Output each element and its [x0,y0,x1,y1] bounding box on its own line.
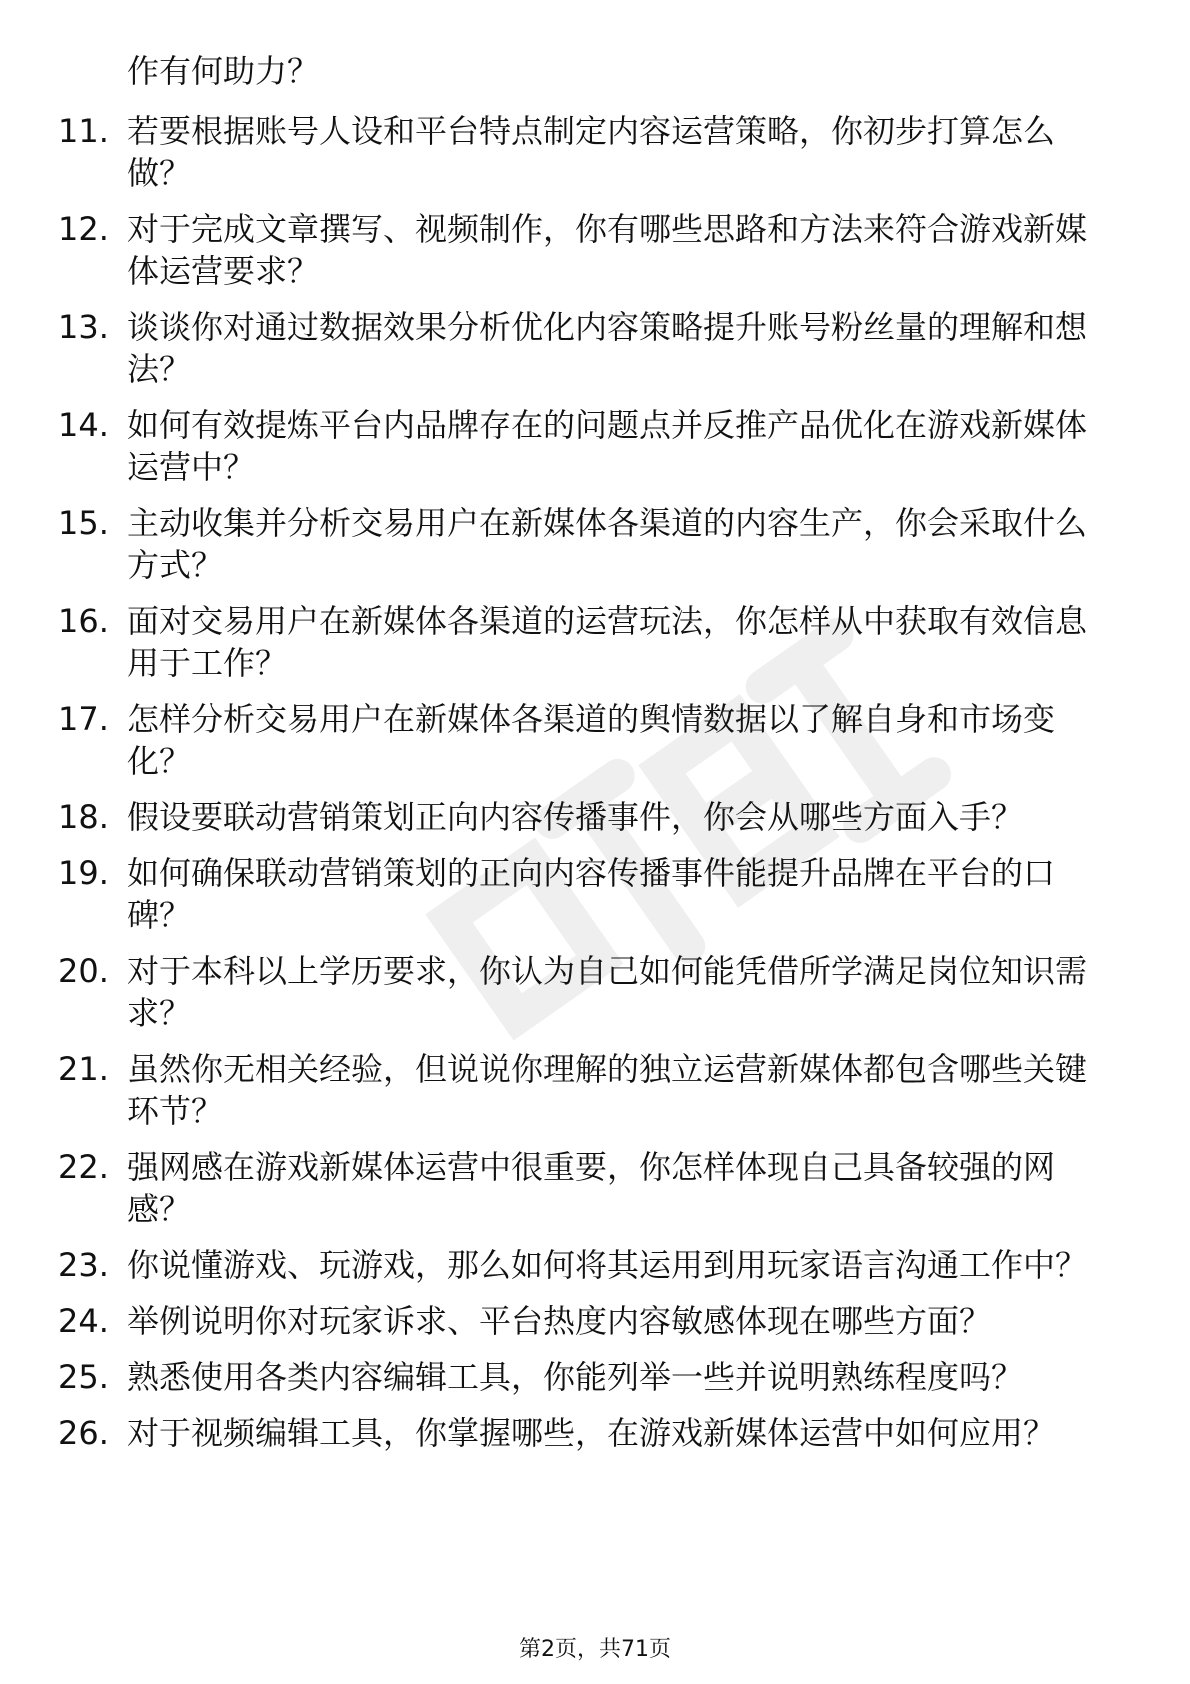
question-text: 谈谈你对通过数据效果分析优化内容策略提升账号粉丝量的理解和想法？ [127,308,1088,388]
question-number: 25. [58,1358,109,1396]
question-item [0,1244,1190,1286]
question-text: 虽然你无相关经验，但说说你理解的独立运营新媒体都包含哪些关键环节？ [127,1050,1088,1130]
question-item [0,796,1190,838]
question-number: 16. [58,602,109,640]
question-item [0,404,1190,488]
page-footer: 第2页，共71页 [519,1637,671,1662]
question-text: 若要根据账号人设和平台特点制定内容运营策略，你初步打算怎么做？ [127,112,1056,192]
question-text: 对于本科以上学历要求，你认为自己如何能凭借所学满足岗位知识需求？ [127,952,1088,1032]
question-number: 14. [58,406,109,444]
question-number: 19. [58,854,109,892]
question-item [0,1146,1190,1230]
question-number: 20. [58,952,109,990]
question-text: 强网感在游戏新媒体运营中很重要，你怎样体现自己具备较强的网感？ [127,1148,1056,1228]
question-text: 怎样分析交易用户在新媒体各渠道的舆情数据以了解自身和市场变化？ [127,700,1056,780]
question-text: 对于视频编辑工具，你掌握哪些，在游戏新媒体运营中如何应用？ [127,1414,1056,1452]
question-text: 如何确保联动营销策划的正向内容传播事件能提升品牌在平台的口碑？ [127,854,1056,934]
question-text: 熟悉使用各类内容编辑工具，你能列举一些并说明熟练程度吗？ [127,1358,1024,1396]
question-text: 你说懂游戏、玩游戏，那么如何将其运用到用玩家语言沟通工作中？ [127,1246,1088,1284]
question-number: 18. [58,798,109,836]
question-number: 13. [58,308,109,346]
question-text: 对于完成文章撰写、视频制作，你有哪些思路和方法来符合游戏新媒体运营要求？ [127,210,1088,290]
question-number: 22. [58,1148,109,1186]
question-number: 23. [58,1246,109,1284]
question-number: 15. [58,504,109,542]
question-number: 26. [58,1414,109,1452]
question-list [0,110,1190,1468]
question-item [0,1048,1190,1132]
question-number: 11. [58,112,109,150]
question-item [0,1356,1190,1398]
question-item [0,208,1190,292]
question-item [0,1412,1190,1454]
question-text: 面对交易用户在新媒体各渠道的运营玩法，你怎样从中获取有效信息用于工作？ [127,602,1088,682]
question-text: 假设要联动营销策划正向内容传播事件，你会从哪些方面入手？ [127,798,1024,836]
question-item [0,950,1190,1034]
question-text: 主动收集并分析交易用户在新媒体各渠道的内容生产，你会采取什么方式？ [127,504,1088,584]
question-item [0,698,1190,782]
question-text: 举例说明你对玩家诉求、平台热度内容敏感体现在哪些方面？ [127,1302,992,1340]
question-text: 如何有效提炼平台内品牌存在的问题点并反推产品优化在游戏新媒体运营中？ [127,406,1088,486]
question-item [0,1300,1190,1342]
question-number: 17. [58,700,109,738]
question-item [0,852,1190,936]
question-item [0,306,1190,390]
question-item [0,600,1190,684]
question-item [0,502,1190,586]
question-number: 24. [58,1302,109,1340]
continuation-text: 作有何助力？ [127,52,320,90]
question-number: 12. [58,210,109,248]
question-item [0,110,1190,194]
question-number: 21. [58,1050,109,1088]
